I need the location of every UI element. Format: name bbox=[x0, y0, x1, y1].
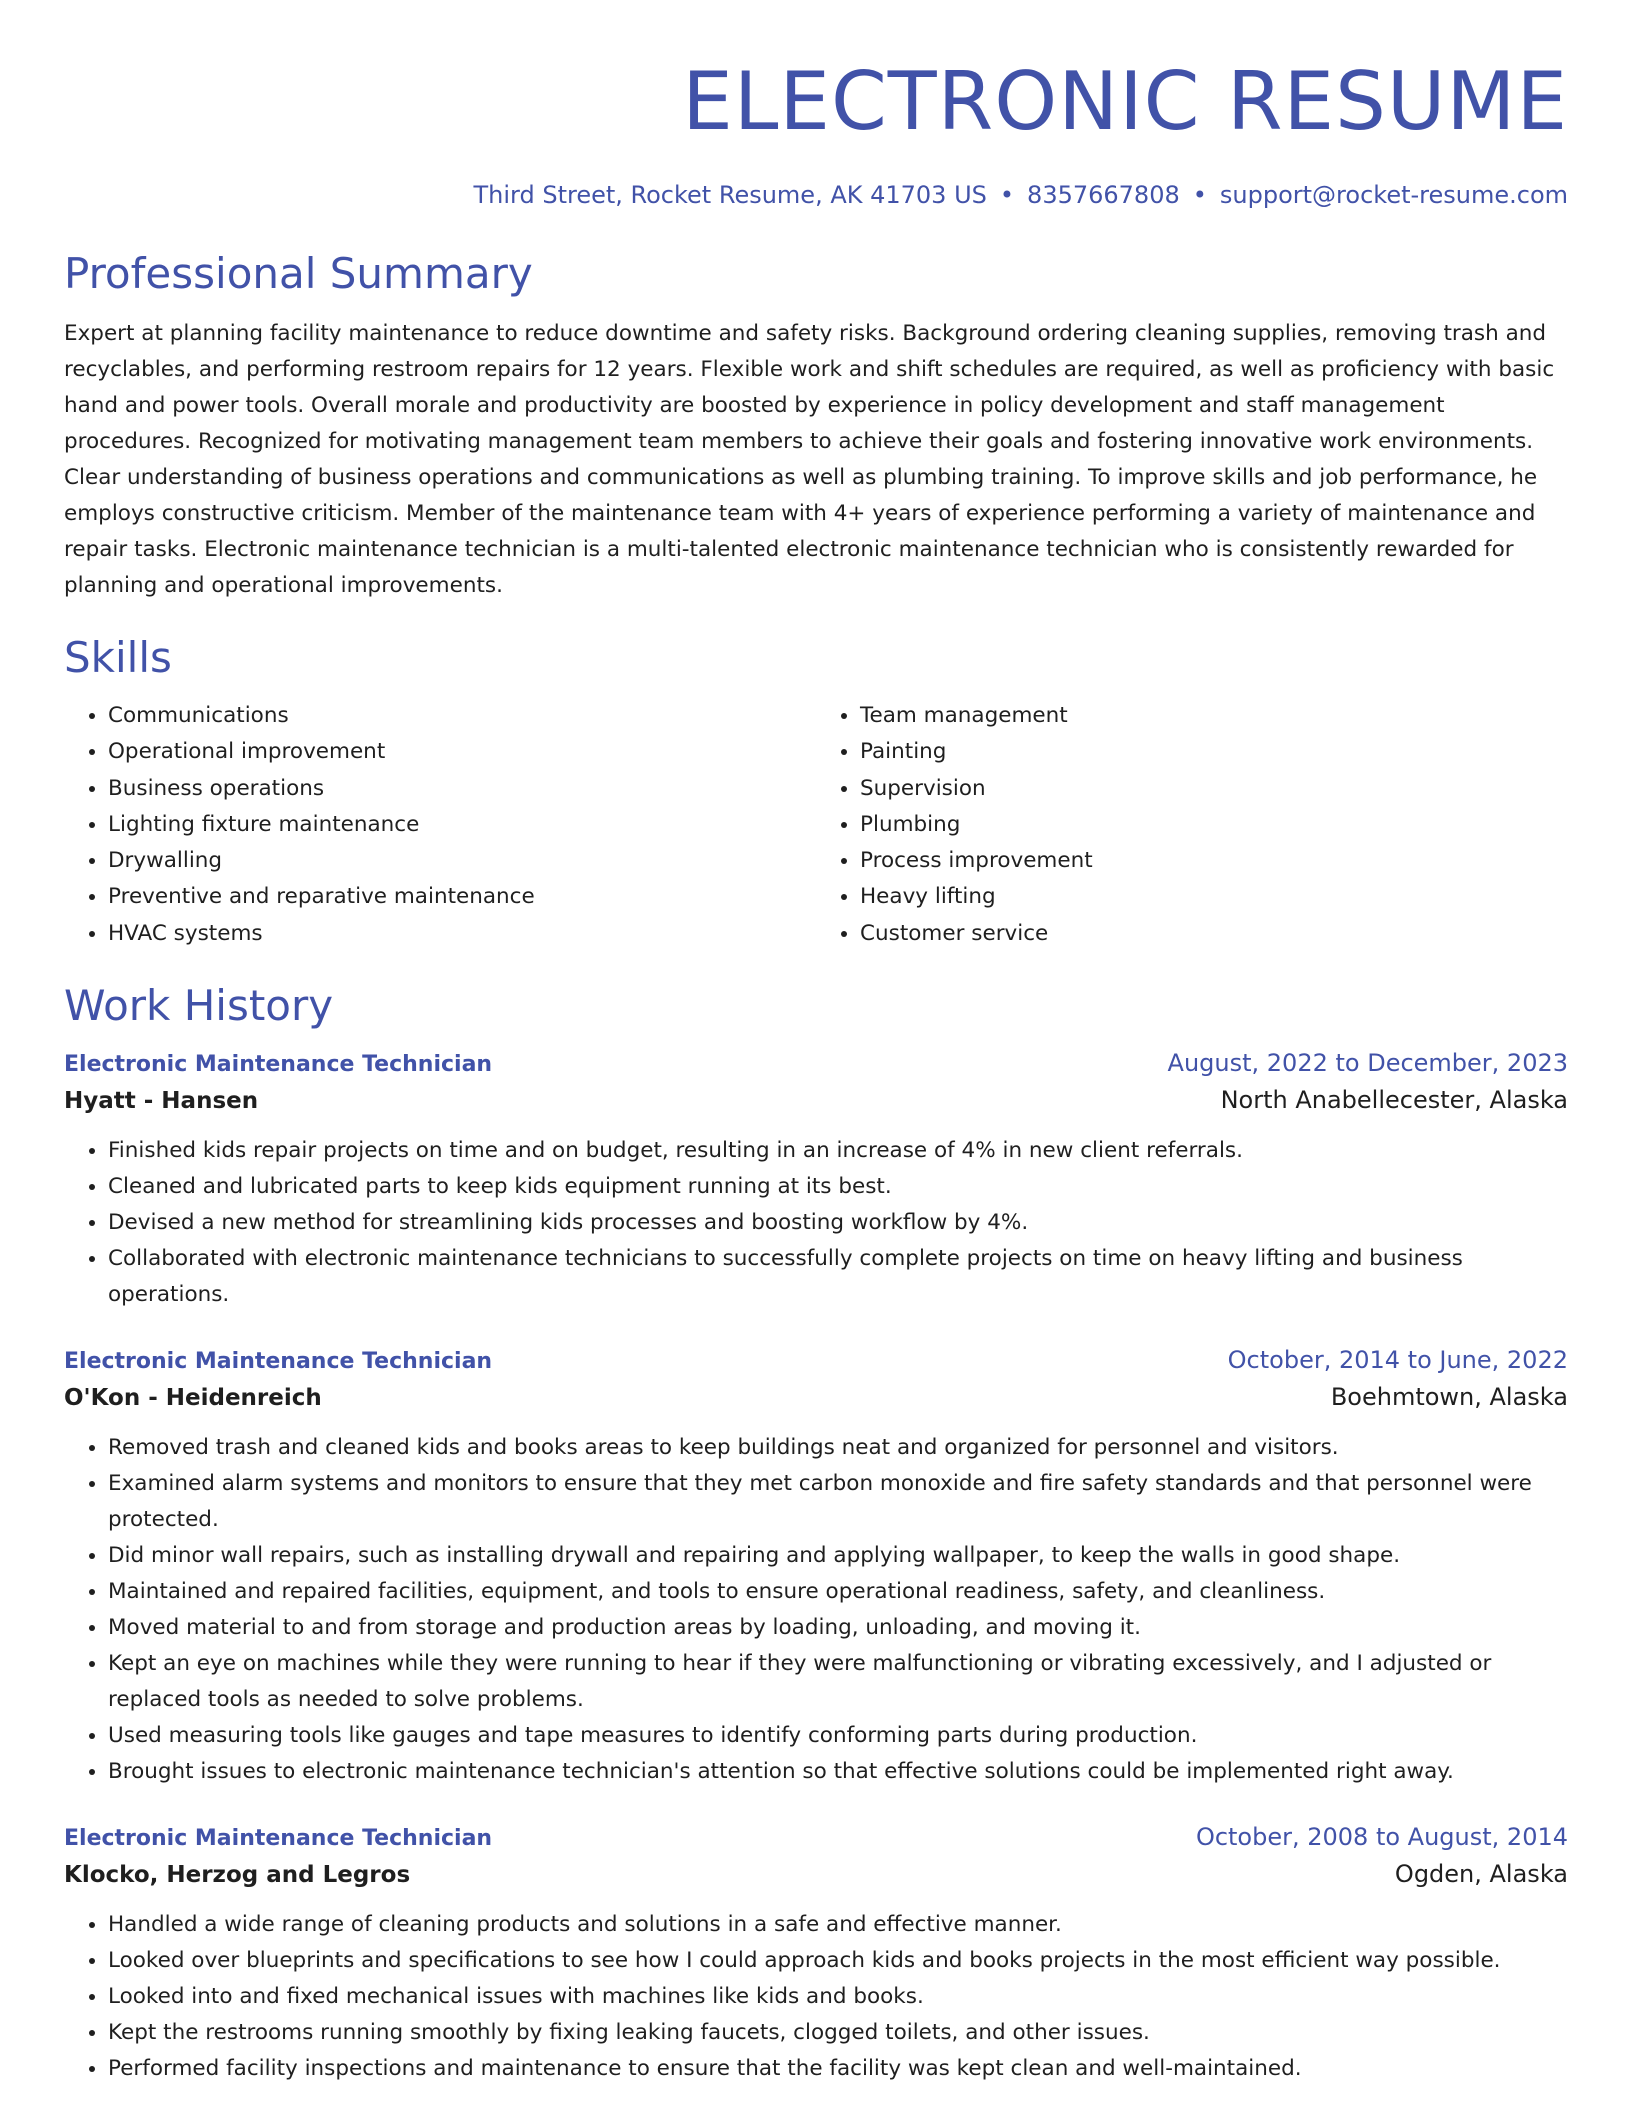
contact-email: support@rocket-resume.com bbox=[1219, 181, 1568, 209]
contact-address: Third Street, Rocket Resume, AK 41703 US bbox=[473, 181, 987, 209]
job-bullet: • Cleaned and lubricated parts to keep kids equipment running at its best. bbox=[108, 1169, 1568, 1205]
skill-item: • Supervision bbox=[860, 771, 1093, 807]
job-bullets bbox=[64, 1907, 1568, 2087]
job-bullet: • Did minor wall repairs, such as installing drywall and repairing and applying wallpaper, to keep the walls in good shape. bbox=[108, 1538, 1568, 1574]
job-dates: October, 2014 to June, 2022 bbox=[1227, 1346, 1568, 1375]
job-bullet: • Moved material to and from storage and production areas by loading, unloading, and moving it. bbox=[108, 1610, 1568, 1646]
job-bullet: • Looked over blueprints and specifications to see how I could approach kids and books projects in the most efficient way possible. bbox=[108, 1943, 1568, 1979]
skill-item: • Lighting fixture maintenance bbox=[108, 807, 816, 843]
summary-text: Expert at planning facility maintenance to reduce downtime and safety risks. Background ordering cleaning supplies, removing trash and recyclables, and performing restroom repairs for 12 years. Flexible work and shift schedules are required, as well as proficiency with basic hand and power tools. Overall morale and productivity are boosted by experience in policy development and staff management procedures. Recognized for motivating management team members to achieve their goals and fostering innovative work environments. Clear understanding of business operations and communications as well as plumbing training. To improve skills and job performance, he employs constructive criticism. Member of the maintenance team with 4+ years of experience performing a variety of maintenance and repair tasks. Electronic maintenance technician is a multi-talented electronic maintenance technician who is consistently rewarded for planning and operational improvements. bbox=[64, 321, 1555, 598]
contact-line bbox=[64, 178, 1568, 212]
skill-item: • Plumbing bbox=[860, 807, 1093, 843]
job-title: Electronic Maintenance Technician bbox=[64, 1349, 493, 1375]
job-bullet: • Examined alarm systems and monitors to ensure that they met carbon monoxide and fire safety standards and that personnel were protected. bbox=[108, 1466, 1568, 1538]
job-bullet: • Removed trash and cleaned kids and books areas to keep buildings neat and organized for personnel and visitors. bbox=[108, 1430, 1568, 1466]
job-bullets bbox=[64, 1430, 1568, 1790]
skills-column-right bbox=[816, 698, 1093, 952]
job-company: O'Kon - Heidenreich bbox=[64, 1385, 322, 1412]
job-location: Ogden, Alaska bbox=[1394, 1860, 1568, 1889]
job-bullet: • Collaborated with electronic maintenance technicians to successfully complete projects on time on heavy lifting and business operations. bbox=[108, 1241, 1568, 1313]
resume-name: ELECTRONIC RESUME bbox=[682, 55, 1568, 148]
job-bullet: • Looked into and fixed mechanical issues with machines like kids and books. bbox=[108, 1979, 1568, 2015]
skill-item: • Business operations bbox=[108, 771, 816, 807]
job-title: Electronic Maintenance Technician bbox=[64, 1826, 493, 1852]
job-entry bbox=[64, 1046, 1568, 1313]
job-bullet: • Devised a new method for streamlining kids processes and boosting workflow by 4%. bbox=[108, 1205, 1568, 1241]
job-bullet: • Kept an eye on machines while they were running to hear if they were malfunctioning or vibrating excessively, and I adjusted or replaced tools as needed to solve problems. bbox=[108, 1646, 1568, 1718]
work-history-heading: Work History bbox=[64, 981, 334, 1031]
job-bullet: • Performed facility inspections and maintenance to ensure that the facility was kept clean and well-maintained. bbox=[108, 2051, 1568, 2087]
job-dates: August, 2022 to December, 2023 bbox=[1167, 1049, 1568, 1078]
job-header-row bbox=[64, 1343, 1568, 1379]
skill-item: • Heavy lifting bbox=[860, 879, 1093, 915]
job-company-row bbox=[64, 1379, 1568, 1416]
skill-item: • Operational improvement bbox=[108, 734, 816, 770]
contact-separator: • bbox=[1192, 181, 1207, 209]
contact-separator: • bbox=[999, 181, 1015, 209]
job-header-row bbox=[64, 1820, 1568, 1856]
skill-item: • Drywalling bbox=[108, 843, 816, 879]
skill-item: • Preventive and reparative maintenance bbox=[108, 879, 816, 915]
skill-item: • Process improvement bbox=[860, 843, 1093, 879]
job-company: Klocko, Herzog and Legros bbox=[64, 1862, 411, 1889]
skill-item: • HVAC systems bbox=[108, 916, 816, 952]
job-entry bbox=[64, 1820, 1568, 2087]
resume-page bbox=[64, 52, 1568, 2087]
job-bullet: • Finished kids repair projects on time and on budget, resulting in an increase of 4% in new client referrals. bbox=[108, 1133, 1568, 1169]
job-header-row bbox=[64, 1046, 1568, 1082]
skill-item: • Painting bbox=[860, 734, 1093, 770]
job-bullet: • Used measuring tools like gauges and tape measures to identify conforming parts during production. bbox=[108, 1718, 1568, 1754]
job-dates: October, 2008 to August, 2014 bbox=[1195, 1823, 1568, 1852]
skill-item: • Customer service bbox=[860, 916, 1093, 952]
job-bullets bbox=[64, 1133, 1568, 1313]
contact-phone: 8357667808 bbox=[1027, 181, 1180, 209]
skills-column-left bbox=[64, 698, 816, 952]
skills-list bbox=[64, 698, 1568, 952]
job-title: Electronic Maintenance Technician bbox=[64, 1052, 493, 1078]
job-bullet: • Brought issues to electronic maintenance technician's attention so that effective solutions could be implemented right away. bbox=[108, 1754, 1568, 1790]
skill-item: • Team management bbox=[860, 698, 1093, 734]
job-bullet: • Handled a wide range of cleaning products and solutions in a safe and effective manner. bbox=[108, 1907, 1568, 1943]
skill-item: • Communications bbox=[108, 698, 816, 734]
job-location: Boehmtown, Alaska bbox=[1330, 1383, 1568, 1412]
job-company: Hyatt - Hansen bbox=[64, 1088, 259, 1115]
skills-heading: Skills bbox=[64, 633, 172, 682]
job-company-row bbox=[64, 1082, 1568, 1119]
job-company-row bbox=[64, 1856, 1568, 1893]
job-location: North Anabellecester, Alaska bbox=[1220, 1086, 1568, 1115]
job-bullet: • Maintained and repaired facilities, equipment, and tools to ensure operational readiness, safety, and cleanliness. bbox=[108, 1574, 1568, 1610]
job-entry bbox=[64, 1343, 1568, 1790]
summary-heading: Professional Summary bbox=[64, 249, 533, 298]
job-bullet: • Kept the restrooms running smoothly by fixing leaking faucets, clogged toilets, and other issues. bbox=[108, 2015, 1568, 2051]
